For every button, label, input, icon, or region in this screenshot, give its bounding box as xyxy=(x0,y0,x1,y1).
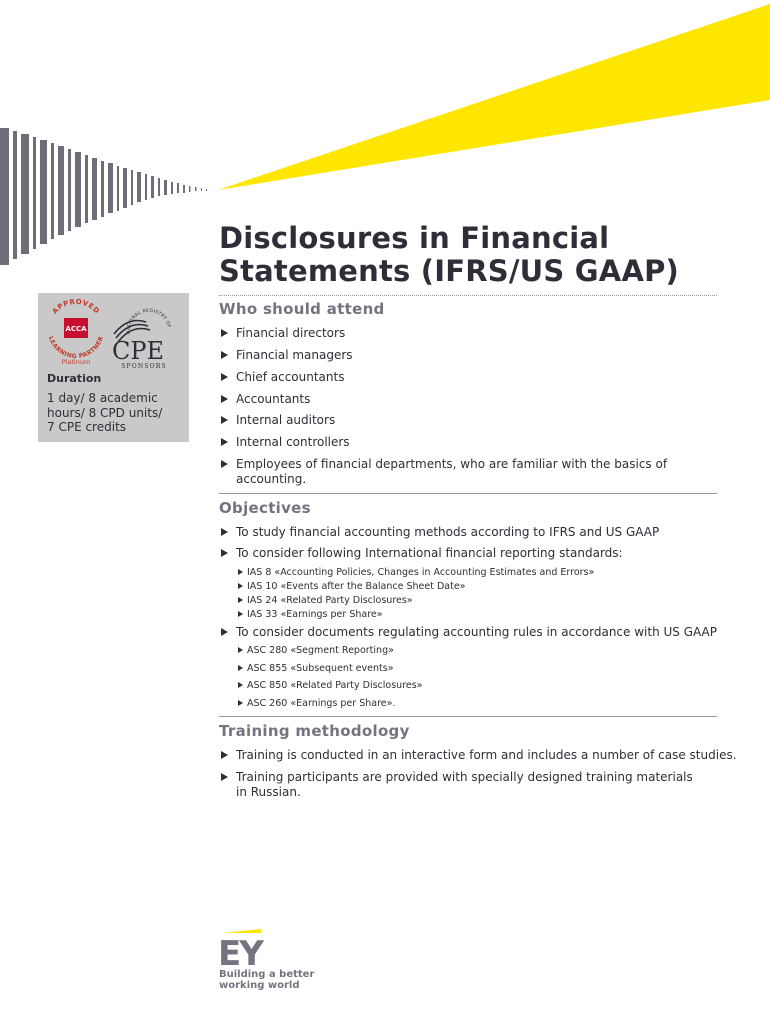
bullet-triangle-icon xyxy=(238,665,243,671)
duration-label: Duration xyxy=(47,372,102,385)
bullet-triangle-icon xyxy=(221,528,228,536)
who-item xyxy=(219,326,719,341)
barcode-bars xyxy=(0,128,207,265)
bullet-triangle-icon xyxy=(221,751,228,759)
standard-item xyxy=(238,567,594,579)
duration-line: hours/ 8 CPD units/ xyxy=(47,405,163,420)
yellow-beam xyxy=(218,4,770,190)
bullet-triangle-icon xyxy=(238,583,243,589)
item-text: Financial directors xyxy=(236,326,346,340)
duration-line: 1 day/ 8 academic xyxy=(47,391,158,405)
item-text: Financial managers xyxy=(236,348,353,362)
bullet-triangle-icon xyxy=(238,682,243,688)
who-item xyxy=(219,413,719,428)
acca-arc-bottom: LEARNING PARTNER xyxy=(46,335,106,361)
item-text: Internal controllers xyxy=(236,435,350,449)
item-text: Chief accountants xyxy=(236,370,345,384)
standard-text: IAS 24 «Related Party Disclosures» xyxy=(247,595,413,606)
methodology-heading: Training methodology xyxy=(219,722,410,740)
item-text: Internal auditors xyxy=(236,413,336,427)
standard-text: ASC 855 «Subsequent events» xyxy=(247,663,394,674)
item-text: Employees of financial departments, who are familiar with the basics of xyxy=(236,457,668,471)
standard-item xyxy=(238,663,394,675)
page-title xyxy=(219,222,759,288)
who-heading: Who should attend xyxy=(219,300,385,318)
standard-item xyxy=(238,645,394,657)
ey-tagline xyxy=(219,969,314,991)
standard-text: IAS 10 «Events after the Balance Sheet Date» xyxy=(247,581,466,592)
acca-badge xyxy=(40,296,112,368)
bullet-triangle-icon xyxy=(221,373,228,381)
section-divider xyxy=(219,493,717,494)
section-divider xyxy=(219,295,717,296)
cpe-logo: CPE xyxy=(111,337,165,365)
standard-text: IAS 33 «Earnings per Share» xyxy=(247,609,383,620)
bullet-triangle-icon xyxy=(238,597,243,603)
svg-text:LEARNING PARTNER xyxy=(47,335,105,360)
acca-arc-top: APPROVED xyxy=(50,297,102,316)
bullet-triangle-icon xyxy=(221,460,228,468)
bullet-triangle-icon xyxy=(238,569,243,575)
standard-text: IAS 8 «Accounting Policies, Changes in Accounting Estimates and Errors» xyxy=(247,567,595,578)
methodology-item xyxy=(219,770,719,800)
bullet-triangle-icon xyxy=(238,647,243,653)
item-text: Training is conducted in an interactive form and includes a number of case studies. xyxy=(236,748,737,762)
cpe-arc: NATIONAL REGISTRY OF xyxy=(126,308,171,335)
ey-logo-text: EY xyxy=(218,934,262,969)
acca-level: Platinum xyxy=(61,358,91,366)
bullet-triangle-icon xyxy=(221,773,228,781)
methodology-item xyxy=(219,748,737,763)
item-text: To study financial accounting methods according to IFRS and US GAAP xyxy=(236,525,660,539)
svg-text:APPROVED xyxy=(51,298,101,316)
who-item xyxy=(219,435,719,450)
bullet-triangle-icon xyxy=(238,611,243,617)
who-item xyxy=(219,457,719,487)
standard-text: ASC 850 «Related Party Disclosures» xyxy=(247,680,423,691)
standard-text: ASC 280 «Segment Reporting» xyxy=(247,645,394,656)
item-text: To consider following International financial reporting standards: xyxy=(236,546,623,560)
cpe-sponsors: SPONSORS xyxy=(121,363,167,370)
who-item xyxy=(219,348,719,363)
title-line-2: Statements (IFRS/US GAAP) xyxy=(219,254,679,288)
item-text: in Russian. xyxy=(236,785,301,799)
item-text: Accountants xyxy=(236,392,311,406)
standard-text: ASC 260 «Earnings per Share». xyxy=(247,698,396,709)
acca-logo-text: ACCA xyxy=(65,325,87,333)
bullet-triangle-icon xyxy=(238,700,243,706)
item-text: Training participants are provided with specially designed training materials xyxy=(236,770,693,784)
who-item xyxy=(219,392,719,407)
bullet-triangle-icon xyxy=(221,549,228,557)
duration-value xyxy=(47,391,187,435)
ey-logo xyxy=(217,929,277,969)
tagline-line: Building a better xyxy=(219,969,315,980)
standard-item xyxy=(238,698,395,710)
standard-item xyxy=(238,680,423,692)
standard-item xyxy=(238,595,413,607)
bullet-triangle-icon xyxy=(221,416,228,424)
section-divider xyxy=(219,716,717,717)
cpe-badge xyxy=(108,304,180,370)
bullet-triangle-icon xyxy=(221,351,228,359)
ey-logo-beam xyxy=(223,929,261,933)
bullet-triangle-icon xyxy=(221,438,228,446)
objective-item xyxy=(219,625,719,640)
who-item xyxy=(219,370,719,385)
standard-item xyxy=(238,609,383,621)
item-text: accounting. xyxy=(236,472,307,486)
tagline-line: working world xyxy=(219,980,300,991)
bullet-triangle-icon xyxy=(221,395,228,403)
bullet-triangle-icon xyxy=(221,329,228,337)
bullet-triangle-icon xyxy=(221,628,228,636)
title-line-1: Disclosures in Financial xyxy=(219,221,610,255)
objective-item xyxy=(219,546,719,561)
standard-item xyxy=(238,581,465,593)
duration-line: 7 CPE credits xyxy=(47,420,127,434)
objectives-heading: Objectives xyxy=(219,499,311,517)
item-text: To consider documents regulating accounting rules in accordance with US GAAP xyxy=(236,625,717,639)
objective-item xyxy=(219,525,719,540)
